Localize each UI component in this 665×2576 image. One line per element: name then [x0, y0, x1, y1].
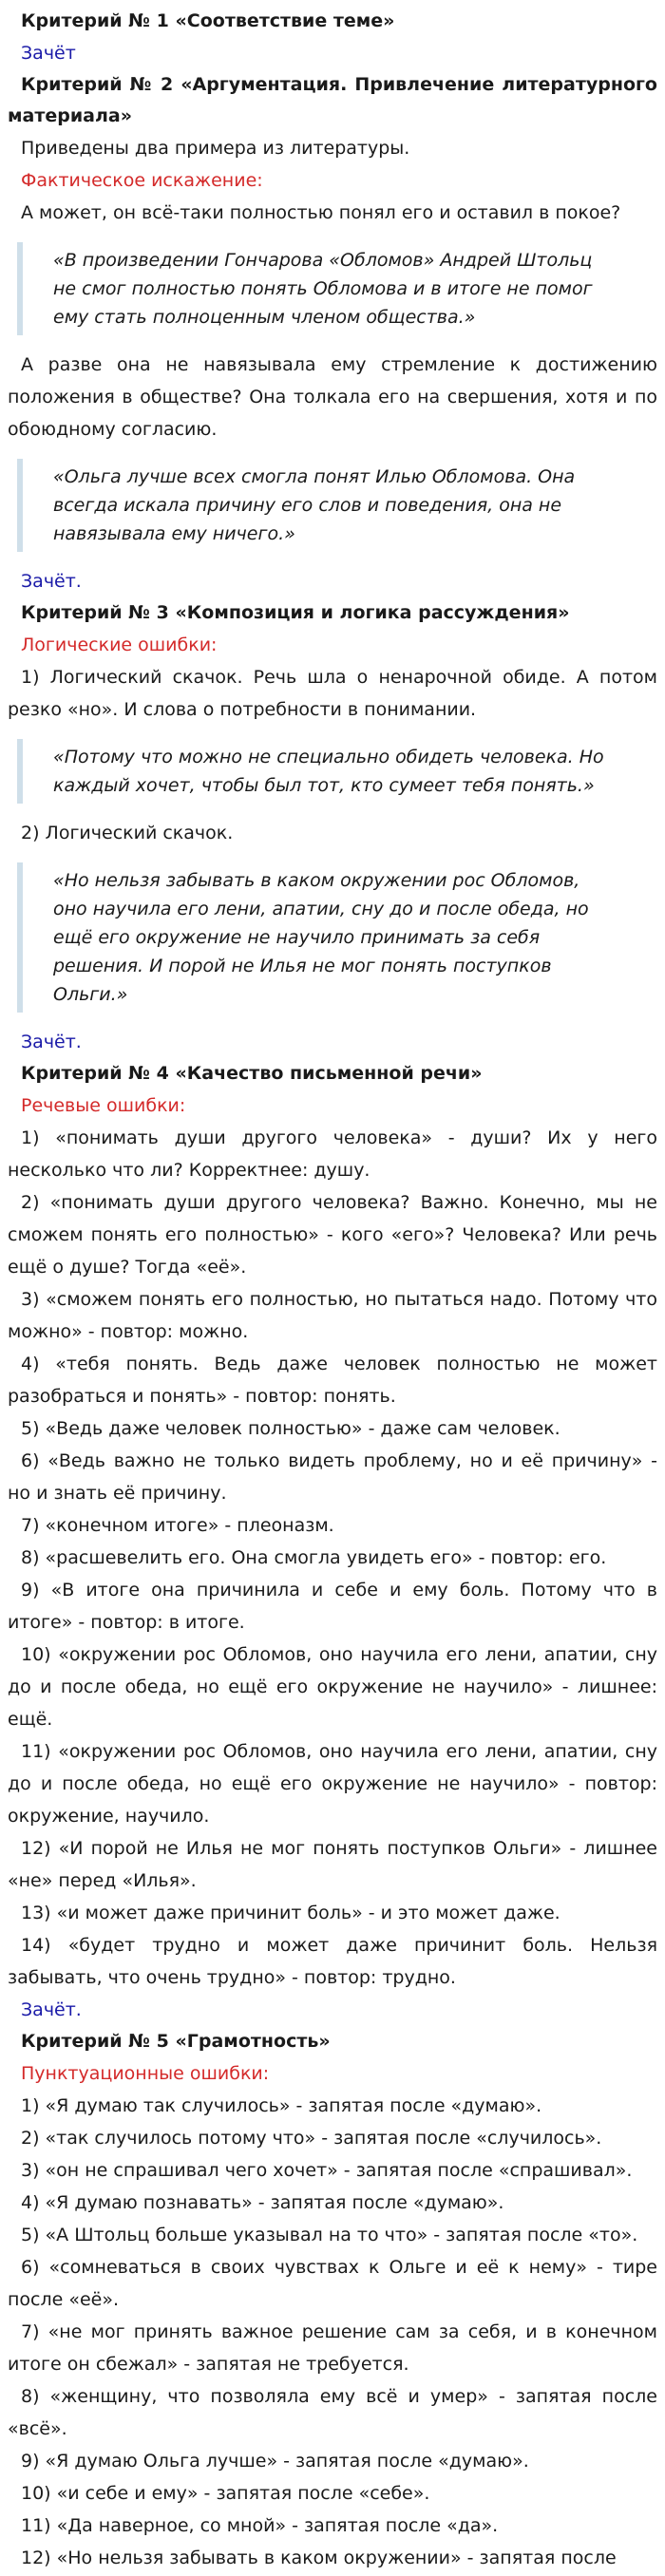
- criterion-2-paragraph-2: А разве она не навязывала ему стремление к достижению положения в обществе? Она толкала его на свершения, хотя и по обоюдному согласию.: [8, 354, 657, 440]
- list-item: 2) «понимать души другого человека? Важно. Конечно, мы не сможем понять его полностью» - кого «его»? Человека? Или речь ещё о душе? Тогда «её».: [8, 1192, 657, 1278]
- list-item: 10) «окружении рос Обломов, оно научила его лени, апатии, сну до и после обеда, но ещё его окружение не научило» - лишнее: ещё.: [8, 1644, 657, 1730]
- list-item: 11) «Да наверное, со мной» - запятая после «да».: [21, 2515, 499, 2536]
- criterion-5-items: [8, 2090, 657, 2574]
- essay-review: [0, 6, 665, 2574]
- criterion-5-title: Критерий № 5 «Грамотность»: [21, 2031, 331, 2052]
- list-item: 5) «Ведь даже человек полностью» - даже сам человек.: [21, 1418, 560, 1439]
- criterion-2-error-label: Фактическое искажение:: [21, 170, 263, 191]
- criterion-3-paragraph-1: 1) Логический скачок. Речь шла о ненарочной обиде. А потом резко «но». И слова о потребности в понимании.: [8, 667, 657, 720]
- criterion-4-items: [8, 1122, 657, 1994]
- criterion-1-result: Зачёт: [21, 43, 76, 64]
- criterion-2-title: Критерий № 2 «Аргументация. Привлечение литературного материала»: [8, 74, 657, 126]
- criterion-3-paragraph-2: 2) Логический скачок.: [21, 823, 234, 843]
- list-item: 11) «окружении рос Обломов, оно научила его лени, апатии, сну до и после обеда, но ещё его окружение не научило» - повтор: окружение, научило.: [8, 1741, 657, 1827]
- criterion-3-quote-2: «Но нельзя забывать в каком окружении рос Обломов, оно научила его лени, апатии, сну до и после обеда, но ещё его окружение не научило принимать за себя решения. И порой не Илья не мог понять поступков Ольги.»: [17, 862, 657, 1013]
- list-item: 4) «Я думаю познавать» - запятая после «думаю».: [21, 2192, 504, 2213]
- criterion-3-result: Зачёт.: [21, 1032, 82, 1052]
- criterion-2-note: Приведены два примера из литературы.: [21, 138, 410, 159]
- criterion-1-title: Критерий № 1 «Соответствие теме»: [21, 10, 395, 31]
- list-item: 10) «и себе и ему» - запятая после «себе».: [21, 2483, 430, 2504]
- list-item: 13) «и может даже причинит боль» - и это может даже.: [21, 1903, 560, 1923]
- criterion-3-error-label: Логические ошибки:: [21, 635, 218, 655]
- list-item: 3) «сможем понять его полностью, но пытаться надо. Потому что можно» - повтор: можно.: [8, 1289, 657, 1342]
- list-item: 3) «он не спрашивал чего хочет» - запятая после «спрашивал».: [21, 2160, 633, 2181]
- list-item: 9) «Я думаю Ольга лучше» - запятая после «думаю».: [21, 2451, 529, 2472]
- list-item: 8) «женщину, что позволяла ему всё и умер» - запятая после «всё».: [8, 2386, 657, 2439]
- list-item: 9) «В итоге она причинила и себе и ему боль. Потому что в итоге» - повтор: в итоге.: [8, 1580, 657, 1633]
- list-item: 5) «А Штольц больше указывал на то что» - запятая после «то».: [21, 2225, 638, 2245]
- list-item: 4) «тебя понять. Ведь даже человек полностью не может разобраться и понять» - повтор: понять.: [8, 1354, 657, 1407]
- criterion-2-quote-2: «Ольга лучше всех смогла понят Илью Обломова. Она всегда искала причину его слов и поведения, она не навязывала ему ничего.»: [17, 459, 657, 552]
- list-item: 14) «будет трудно и может даже причинит боль. Нельзя забывать, что очень трудно» - повтор: трудно.: [8, 1935, 657, 1988]
- criterion-4-result: Зачёт.: [21, 1999, 82, 2020]
- criterion-5-error-label: Пунктуационные ошибки:: [21, 2063, 270, 2084]
- list-item: 7) «не мог принять важное решение сам за себя, и в конечном итоге он сбежал» - запятая не требуется.: [8, 2321, 657, 2375]
- list-item: 12) «Но нельзя забывать в каком окружении» - запятая после: [21, 2548, 617, 2568]
- criterion-4-error-label: Речевые ошибки:: [21, 1095, 186, 1116]
- criterion-4-title: Критерий № 4 «Качество письменной речи»: [21, 1063, 483, 1084]
- list-item: 2) «так случилось потому что» - запятая после «случилось».: [21, 2128, 602, 2149]
- criterion-2-quote-1: «В произведении Гончарова «Обломов» Андрей Штольц не смог полностью понять Обломова и в итоге не помог ему стать полноценным членом общества.»: [17, 242, 657, 335]
- criterion-3-title: Критерий № 3 «Композиция и логика рассуждения»: [21, 602, 570, 623]
- criterion-3-quote-1: «Потому что можно не специально обидеть человека. Но каждый хочет, чтобы был тот, кто сумеет тебя понять.»: [17, 739, 657, 804]
- criterion-2-result: Зачёт.: [21, 571, 82, 592]
- criterion-2-paragraph-1: А может, он всё-таки полностью понял его и оставил в покое?: [21, 202, 621, 223]
- list-item: 8) «расшевелить его. Она смогла увидеть его» - повтор: его.: [21, 1547, 607, 1568]
- list-item: 6) «сомневаться в своих чувствах к Ольге и её к нему» - тире после «её».: [8, 2257, 657, 2310]
- list-item: 1) «понимать души другого человека» - души? Их у него несколько что ли? Корректнее: душу.: [8, 1127, 657, 1181]
- list-item: 1) «Я думаю так случилось» - запятая после «думаю».: [21, 2095, 542, 2116]
- list-item: 7) «конечном итоге» - плеоназм.: [21, 1515, 334, 1536]
- list-item: 12) «И порой не Илья не мог понять поступков Ольги» - лишнее «не» перед «Илья».: [8, 1838, 657, 1891]
- list-item: 6) «Ведь важно не только видеть проблему, но и её причину» - но и знать её причину.: [8, 1450, 657, 1504]
